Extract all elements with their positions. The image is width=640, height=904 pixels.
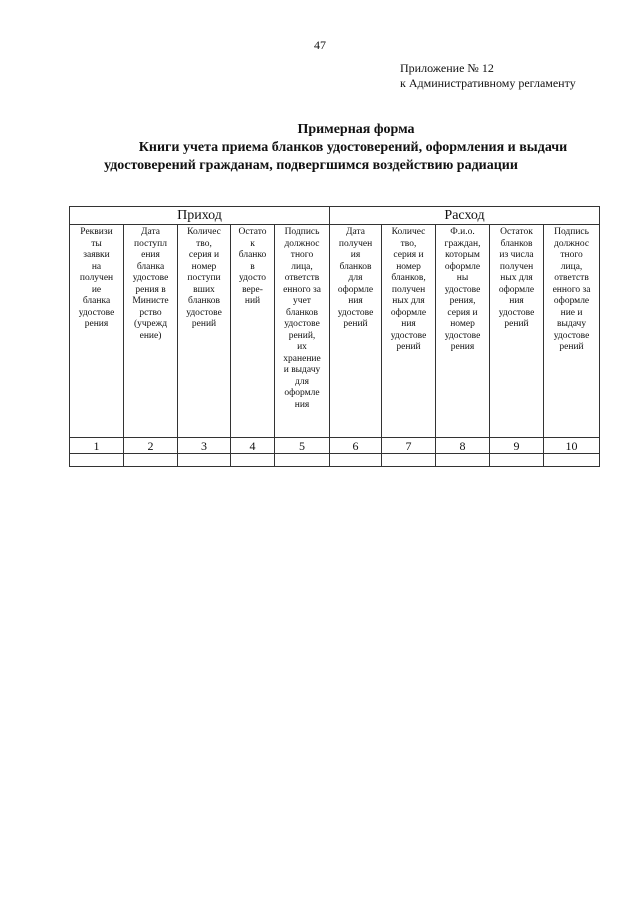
column-header-line: Количес — [391, 227, 426, 237]
column-header — [330, 225, 382, 438]
column-header-line: должнос — [554, 238, 590, 249]
column-header-line: бланка — [82, 296, 111, 306]
column-header-line: ение) — [139, 330, 162, 341]
column-header-line: номер — [191, 261, 217, 272]
column-header-line: поступи — [187, 273, 221, 283]
column-header-line: граждан, — [444, 238, 481, 249]
title-line-2: Книги учета приема бланков удостоверений, оформления и выдачи — [138, 140, 568, 155]
column-header-line: рений — [191, 319, 217, 329]
column-header-line: тного — [560, 250, 583, 260]
column-header-line: ных для — [500, 273, 533, 283]
column-header-line: Дата — [346, 227, 365, 237]
appendix-reference — [400, 61, 576, 91]
document-title — [60, 121, 640, 175]
column-header-line: оформле — [337, 284, 374, 295]
empty-cell — [124, 454, 178, 467]
column-header-line: оформле — [498, 284, 535, 295]
column-header-line: серия и — [188, 250, 220, 260]
column-header — [231, 225, 275, 438]
column-header-line: бланков, — [391, 273, 426, 283]
column-header-line: ния — [294, 399, 310, 410]
column-header-line: Дата — [141, 227, 160, 237]
column-header-line: вших — [193, 284, 215, 295]
empty-cell — [436, 454, 490, 467]
empty-cell — [544, 454, 600, 467]
column-header-line: рений — [504, 319, 529, 329]
column-header-line: должнос — [284, 238, 320, 249]
column-number: 6 — [330, 438, 382, 454]
column-header — [490, 225, 544, 438]
column-header-line: Ф.и.о. — [450, 227, 475, 237]
empty-entry-row — [70, 454, 600, 467]
column-header-line: в — [250, 261, 255, 272]
column-header-line: ние и — [560, 307, 583, 318]
column-header-line: лица, — [291, 261, 313, 272]
column-header-line: рения — [450, 342, 475, 352]
column-header-line: хранение — [283, 353, 321, 364]
column-header-line: ие — [91, 284, 102, 295]
column-header-line: Министе — [132, 296, 169, 306]
empty-cell — [490, 454, 544, 467]
column-header-line: оформле — [284, 388, 320, 398]
empty-cell — [178, 454, 231, 467]
column-header-line: получен — [79, 273, 114, 283]
column-header — [544, 225, 600, 438]
title-line-3: удостоверений гражданам, подвергшимся воздействию радиации — [104, 158, 518, 173]
group-header-expense: Расход — [330, 207, 600, 225]
column-number: 3 — [178, 438, 231, 454]
column-header-line: Подпись — [284, 227, 320, 237]
column-header-line: на — [91, 261, 102, 272]
column-header-line: удостове — [444, 284, 481, 295]
column-header-line: ны — [456, 273, 469, 283]
column-header-line: ния — [509, 296, 524, 306]
column-header-row — [70, 225, 600, 438]
column-header-line: удостове — [186, 307, 222, 318]
column-header-line: ты — [91, 238, 102, 249]
column-header-line: лица, — [560, 261, 583, 272]
column-header-line: серия и — [393, 250, 424, 260]
column-header-line: Подпись — [554, 227, 589, 237]
column-header-line: бланков — [339, 261, 372, 272]
column-header-line: оформле — [444, 261, 481, 272]
column-header-line: для — [348, 273, 363, 283]
empty-cell — [382, 454, 436, 467]
empty-cell — [70, 454, 124, 467]
column-header-line: рения в — [135, 284, 166, 295]
empty-cell — [275, 454, 330, 467]
appendix-line-1: Приложение № 12 — [400, 61, 494, 75]
column-header-line: из числа — [499, 250, 534, 260]
column-header-line: вере- — [242, 284, 263, 295]
column-header-line: получен — [499, 261, 534, 272]
column-number: 5 — [275, 438, 330, 454]
column-header-line: оформле — [390, 307, 427, 318]
column-header-line: Количес — [187, 227, 221, 237]
column-header-line: ний — [244, 296, 261, 306]
column-header-line: рения, — [449, 296, 476, 306]
column-header-line: для — [295, 376, 309, 387]
column-header-line: удостове — [284, 319, 320, 329]
column-number: 1 — [70, 438, 124, 454]
column-header-line: учет — [293, 296, 311, 306]
column-header-line: тво, — [196, 238, 212, 249]
column-header-line: ответств — [554, 273, 589, 283]
column-header-line: бланко — [238, 250, 267, 260]
column-header-line: удостове — [132, 273, 169, 283]
column-header-line: рство — [139, 307, 162, 318]
column-header-line: ных для — [392, 296, 425, 306]
column-header-line: рений — [343, 319, 368, 329]
group-header-row — [70, 207, 600, 225]
column-header-line: оформле — [553, 296, 590, 306]
column-header-line: заявки — [83, 250, 110, 260]
column-header-line: енного за — [552, 284, 591, 295]
column-header-line: получен — [338, 238, 373, 249]
column-header-line: Реквизи — [80, 227, 113, 237]
column-header — [178, 225, 231, 438]
column-header-line: их — [297, 342, 307, 352]
page-number: 47 — [314, 38, 326, 52]
column-header-line: удостове — [337, 307, 374, 318]
column-number: 2 — [124, 438, 178, 454]
column-number: 8 — [436, 438, 490, 454]
column-header-line: бланков — [500, 238, 533, 249]
column-header-line: выдачу — [557, 319, 587, 329]
column-header-line: ответств — [284, 273, 320, 283]
appendix-line-2: к Административному регламенту — [400, 76, 576, 90]
column-header-line: к — [250, 238, 255, 249]
column-header — [70, 225, 124, 438]
column-header-line: Остато — [238, 227, 267, 237]
column-header-line: и выдачу — [283, 365, 321, 375]
column-header — [382, 225, 436, 438]
column-header-line: рений — [396, 342, 421, 352]
column-header-line: которым — [445, 250, 480, 260]
empty-cell — [330, 454, 382, 467]
column-header — [124, 225, 178, 438]
ledger-table — [69, 206, 600, 467]
column-header-line: рений — [559, 342, 584, 352]
column-header-line: серия и — [447, 307, 478, 318]
column-header-line: удостове — [444, 330, 481, 341]
column-header-line: тво, — [400, 238, 417, 249]
column-header-line: удосто — [239, 273, 266, 283]
column-header-line: Остаток — [500, 227, 533, 237]
column-header-line: получен — [391, 284, 426, 295]
column-header-line: бланков — [187, 296, 220, 306]
column-header-line: тного — [290, 250, 314, 260]
column-header-line: рения — [84, 319, 109, 329]
column-header — [275, 225, 330, 438]
column-number: 4 — [231, 438, 275, 454]
column-header-line: рений, — [288, 330, 316, 341]
column-header-line: ния — [401, 319, 416, 329]
column-header-line: бланков — [286, 307, 319, 318]
column-header-line: удостове — [390, 330, 427, 341]
column-number: 7 — [382, 438, 436, 454]
column-header-line: номер — [450, 319, 475, 329]
column-header-line: енного за — [283, 284, 321, 295]
column-header-line: бланка — [136, 261, 165, 272]
empty-cell — [231, 454, 275, 467]
column-header — [436, 225, 490, 438]
column-header-line: ения — [141, 250, 160, 260]
column-header-line: удостове — [78, 307, 115, 318]
title-line-1: Примерная форма — [297, 122, 415, 137]
column-header-line: поступл — [134, 238, 167, 249]
column-header-line: ния — [348, 296, 363, 306]
column-number: 9 — [490, 438, 544, 454]
column-header-line: (учрежд — [133, 319, 168, 329]
group-header-income: Приход — [70, 207, 330, 225]
column-header-line: удостове — [553, 330, 590, 341]
column-number: 10 — [544, 438, 600, 454]
column-number-row — [70, 438, 600, 454]
column-header-line: ия — [350, 250, 361, 260]
column-header-line: номер — [396, 261, 421, 272]
column-header-line: удостове — [498, 307, 535, 318]
